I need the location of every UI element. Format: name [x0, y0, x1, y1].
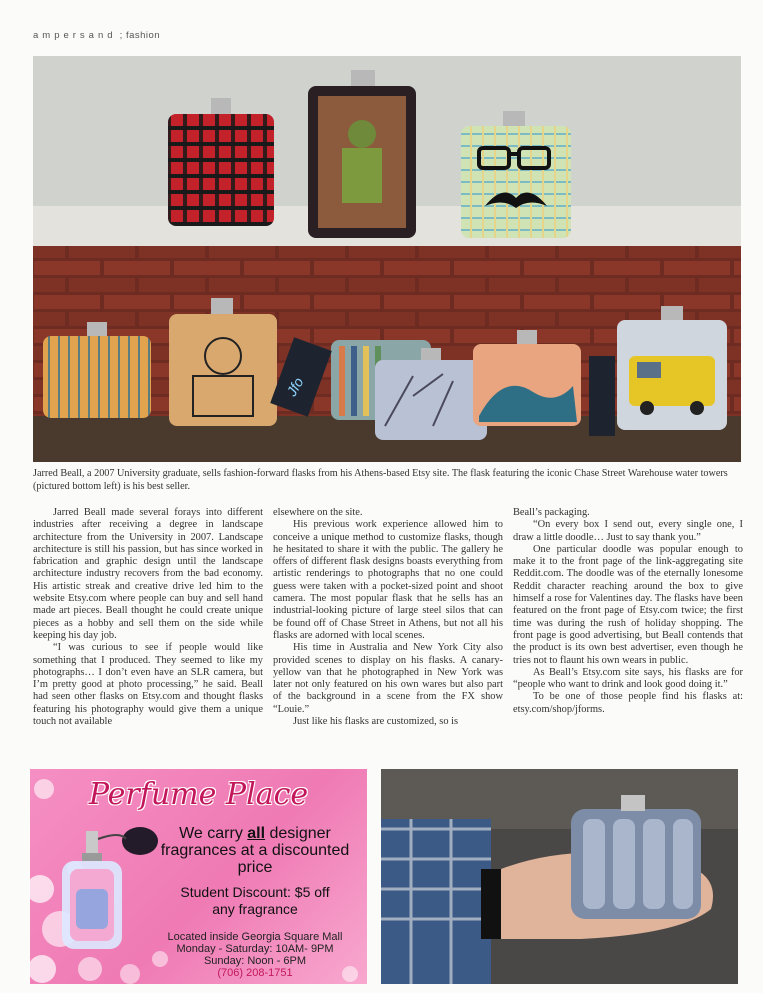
flask-collection-photo: [33, 56, 741, 462]
paragraph: Beall’s packaging.: [513, 507, 590, 518]
ad-tagline-pre: We carry: [179, 825, 248, 842]
great-wave-flask: [473, 330, 581, 426]
section-name: fashion: [125, 30, 161, 41]
ad-discount-line-1: Student Discount: $5 off: [180, 884, 330, 900]
paragraph: His previous work experience allowed him to conceive a unique method to customize flasks, though he hesitated to share it with the public. The gallery he offers of different flask designs boasts everything from artistic renderings to photographs that no one could guess were taken with a pocket-sized point and shoot camera. The most popular flask that he sells has an industrial-looking picture of large steel silos that can be found off of Chase Street in Athens, but not all his flasks are adorned with local scenes.: [273, 519, 503, 641]
brand-tag-text: Jfo: [283, 374, 307, 399]
hand-holding-flask-photo: [381, 769, 738, 984]
ad-hours-sunday: Sunday: Noon - 6PM: [203, 955, 307, 967]
ad-tagline-post: designer fragrances at a discounted price: [160, 825, 350, 876]
paragraph: “I was curious to see if people would like something that I produced. They seemed to like my photographs… I don’t even have an SLR camera, but I’m pretty good at photo processing,” he said. Beall had seen other flasks on Etsy.com and thought flasks featuring his photography would give them a unique touch not available: [33, 642, 263, 728]
paragraph: elsewhere on the site.: [273, 507, 363, 518]
paragraph: His time in Australia and New York City also provided scenes to display on his flasks. A canary-yellow van that he photographed in New York was later not only featured on his own wares but also part of the background in a scene from the FX show “Louie.”: [273, 642, 503, 715]
hand-photo-illustration: [381, 769, 738, 984]
paragraph: Just like his flasks are customized, so is: [293, 716, 459, 728]
flask-photo-illustration: [33, 56, 741, 462]
paragraph: As Beall’s Etsy.com site says, his flasks are for “people who want to drink and look good doing it.”: [513, 666, 743, 691]
photo-caption: Jarred Beall, a 2007 University graduate, sells fashion-forward flasks from his Athens-based Etsy site. The flask featuring the iconic Chase Street Warehouse water towers (pictured bottom left) is his best seller.: [33, 468, 728, 492]
held-flask: [571, 795, 701, 919]
ad-tagline-bold: all: [247, 825, 266, 842]
portrait-flask: [308, 70, 416, 238]
ad-title: Perfume Place: [88, 777, 309, 812]
article-column-1: [33, 507, 263, 728]
paragraph: Jarred Beall made several forays into different industries after receiving a degree in landscape architecture from the University in 2007. Landscape architecture is still his passion, but has since worked in fabrication and graphic design until the landscape architecture industry recovers from the bad economy. His artistic streak and creative drive led him to the website Etsy.com where people can buy and sell hand made art pieces. Beall thought he could create unique pieces as a hobby and sell them on the side while keeping his day job.: [33, 507, 263, 641]
paragraph: “On every box I send out, every single one, I draw a little doodle… Just to say thank you.”: [513, 519, 743, 543]
snowy-tree-flask: [375, 348, 487, 440]
ad-discount-line-2: any fragrance: [212, 901, 298, 917]
ad-location-hours: [150, 931, 360, 979]
ad-discount: [150, 884, 360, 918]
ad-tagline: [150, 825, 360, 876]
article-column-3: [513, 507, 743, 716]
striped-flask: [43, 322, 151, 418]
paragraph: To be one of those people find his flasks at: etsy.com/shop/jforms.: [513, 691, 743, 715]
yellow-van-flask: [617, 306, 727, 430]
running-header: [33, 30, 160, 41]
header-separator: ;: [119, 30, 123, 41]
ad-phone: (706) 208-1751: [217, 967, 293, 979]
robot-flask: [169, 298, 277, 426]
article-column-2: [273, 507, 503, 728]
plaid-flask: [168, 98, 274, 226]
ad-hours-weekday: Monday - Saturday: 10AM- 9PM: [176, 943, 334, 955]
paragraph: One particular doodle was popular enough to make it to the front page of the link-aggregating site Reddit.com. The doodle was of the eternally lonesome Reddit character reaching around the box to give himself a rose for Valentines day. The flasks have been featured on the front page of Etsy.com twice; the first time was during the rush of holiday shopping. The front page is good advertising, but Beall contends that the product is its own best advertiser, even though he tries not to flaunt his own wears in public.: [513, 543, 743, 666]
ad-location: Located inside Georgia Square Mall: [167, 931, 343, 943]
magazine-name: ampersand: [33, 30, 117, 41]
perfume-bottle-icon: [62, 827, 158, 949]
mustache-flask: [461, 111, 571, 238]
perfume-place-ad: [30, 769, 367, 984]
